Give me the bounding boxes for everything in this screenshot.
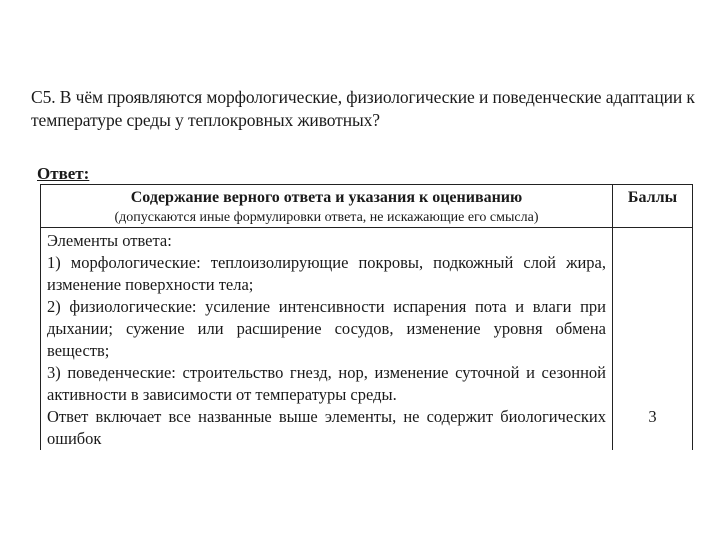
answer-element-physiological: 2) физиологические: усиление интенсивности испарения пота и влаги при дыхании; сужение или расширение сосудов, изменение уровня обмена веществ; xyxy=(47,297,606,360)
rubric-header-score: Баллы xyxy=(627,189,678,206)
rubric-header-score-cell xyxy=(613,185,693,228)
rubric-header-note: (допускаются иные формулировки ответа, не искажающие его смысла) xyxy=(114,210,539,225)
rubric-table xyxy=(40,184,693,450)
rubric-body-row xyxy=(41,228,693,451)
question-body: В чём проявляются морфологические, физиологические и поведенческие адаптации к температуре среды у теплокровных животных? xyxy=(31,87,695,130)
rubric-header-title: Содержание верного ответа и указания к оцениванию xyxy=(130,189,523,206)
answer-elements-heading: Элементы ответа: xyxy=(47,231,172,250)
answer-element-behavioral: 3) поведенческие: строительство гнезд, нор, изменение суточной и сезонной активности в зависимости от температуры среды. xyxy=(47,363,606,404)
rubric-header-row xyxy=(41,185,693,228)
answer-element-morphological: 1) морфологические: теплоизолирующие покровы, подкожный слой жира, изменение поверхности тела; xyxy=(47,253,606,294)
rubric-content-cell xyxy=(41,228,613,451)
question-number: С5. xyxy=(31,87,56,107)
rubric-score-cell xyxy=(613,228,693,451)
score-value: 3 xyxy=(648,407,657,426)
question-text xyxy=(31,86,695,132)
rubric-header-content-cell xyxy=(41,185,613,228)
answer-criteria: Ответ включает все названные выше элементы, не содержит биологических ошибок xyxy=(47,407,606,448)
answer-label: Ответ: xyxy=(37,164,90,183)
